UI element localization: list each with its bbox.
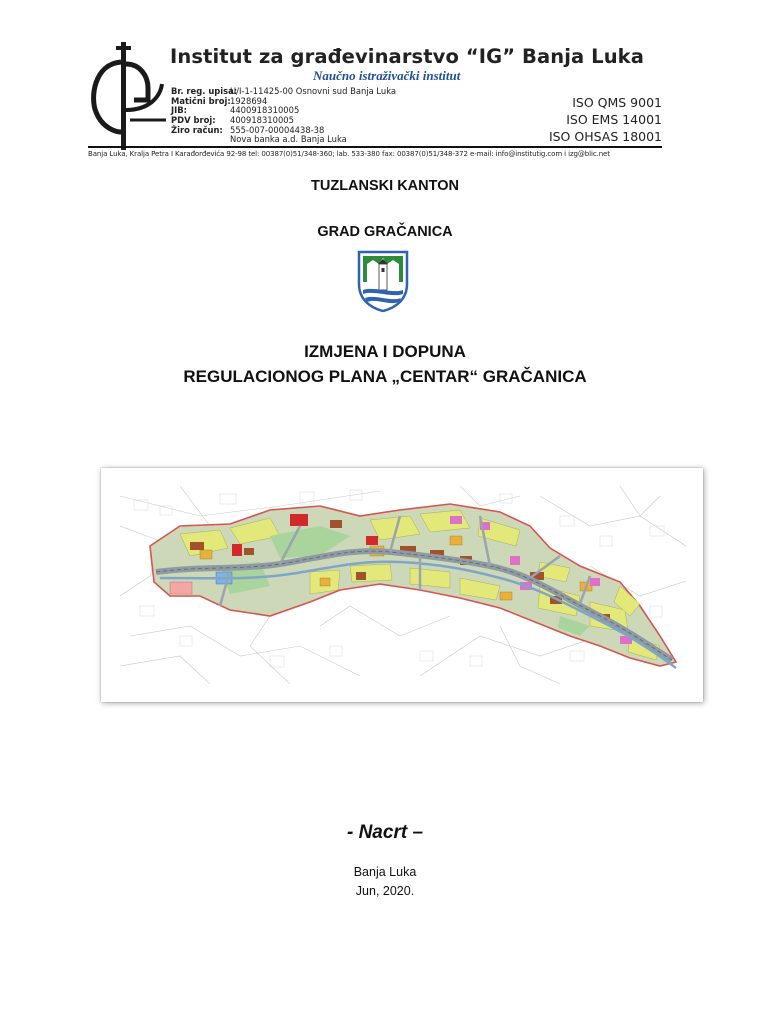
- registry-label: Matični broj:: [171, 95, 231, 106]
- sport-zone: [170, 582, 192, 594]
- bank-name: Nova banka a.d. Banja Luka: [230, 134, 347, 145]
- registry-label: Br. reg. upisa:: [171, 86, 238, 96]
- contact-line: Banja Luka, Kralja Petra I Karađorđevića 92-98 tel: 00387(0)51/348-360; lab. 533-380 fax: 00387(0)51/348-372 e-mail: info@institutig.com i izg@blic.net: [88, 150, 610, 158]
- letterhead: [0, 0, 770, 165]
- institute-subtitle: Naučno istraživački institut: [313, 68, 461, 83]
- plan-title-line1: IZMJENA I DOPUNA: [304, 342, 466, 361]
- date-label: Jun, 2020.: [355, 884, 415, 898]
- institute-name: Institut za građevinarstvo “IG” Banja Luka: [170, 45, 645, 68]
- registry-value: U/I-1-11425-00 Osnovni sud Banja Luka: [230, 86, 397, 96]
- plan-map-image: [120, 486, 686, 684]
- iso-certificate: ISO EMS 14001: [566, 112, 662, 127]
- registry-value: 555-007-00004438-38: [230, 124, 325, 135]
- letterhead-divider: [88, 146, 662, 148]
- coat-of-arms-icon: [357, 250, 409, 312]
- iso-certificate: ISO OHSAS 18001: [548, 129, 662, 144]
- institute-logo: [88, 40, 168, 152]
- registry-value: 4400918310005: [230, 105, 300, 116]
- registry-label: PDV broj:: [171, 115, 216, 126]
- canton-heading: TUZLANSKI KANTON: [311, 178, 459, 194]
- city-heading: GRAD GRAČANICA: [317, 224, 453, 240]
- place-label: Banja Luka: [353, 865, 417, 879]
- plan-title-line2: REGULACIONOG PLANA „CENTAR“ GRAČANICA: [183, 367, 587, 386]
- registry-value: 1928694: [230, 95, 268, 106]
- registry-label: JIB:: [171, 105, 187, 116]
- draft-label: - Nacrt –: [346, 822, 424, 843]
- regulation-plan-map: [101, 468, 703, 702]
- registry-value: 400918310005: [230, 115, 294, 126]
- iso-certificate: ISO QMS 9001: [572, 95, 662, 110]
- registry-label: Žiro račun:: [171, 124, 223, 135]
